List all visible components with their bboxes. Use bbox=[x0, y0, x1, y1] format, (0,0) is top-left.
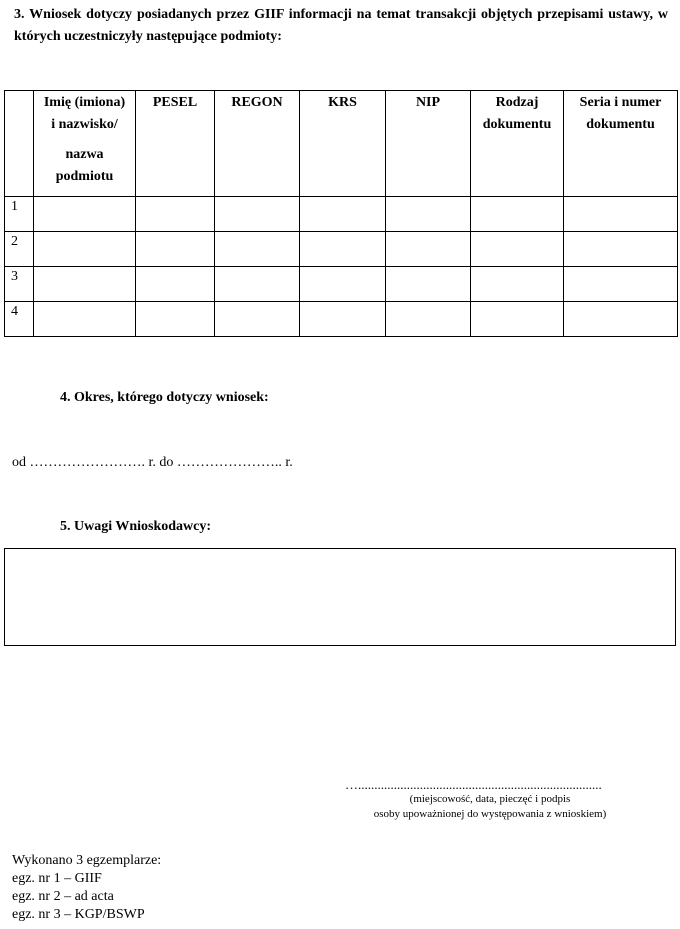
header-doc-series: Seria i numer dokumentu bbox=[564, 91, 678, 197]
copies-list bbox=[12, 852, 161, 924]
header-doc-type: Rodzaj dokumentu bbox=[471, 91, 564, 197]
cell-nip[interactable] bbox=[386, 267, 471, 302]
cell-nip[interactable] bbox=[386, 302, 471, 337]
cell-nip[interactable] bbox=[386, 232, 471, 267]
period-field[interactable]: od ……………………. r. do ………………….. r. bbox=[12, 455, 293, 470]
table-row bbox=[5, 232, 678, 267]
cell-doc-type[interactable] bbox=[471, 232, 564, 267]
cell-krs[interactable] bbox=[300, 232, 386, 267]
cell-regon[interactable] bbox=[215, 232, 300, 267]
section-5-heading: 5. Uwagi Wnioskodawcy: bbox=[60, 519, 212, 534]
table-row bbox=[5, 267, 678, 302]
header-regon: REGON bbox=[215, 91, 300, 197]
copy-item: egz. nr 1 – GIIF bbox=[12, 871, 102, 886]
cell-pesel[interactable] bbox=[136, 267, 215, 302]
cell-name[interactable] bbox=[34, 197, 136, 232]
cell-name[interactable] bbox=[34, 232, 136, 267]
cell-krs[interactable] bbox=[300, 267, 386, 302]
cell-regon[interactable] bbox=[215, 267, 300, 302]
cell-name[interactable] bbox=[34, 302, 136, 337]
row-number: 3 bbox=[5, 267, 34, 302]
cell-nip[interactable] bbox=[386, 197, 471, 232]
cell-krs[interactable] bbox=[300, 197, 386, 232]
section-3-number: 3. bbox=[14, 7, 25, 22]
copy-item: egz. nr 3 – KGP/BSWP bbox=[12, 907, 145, 922]
cell-regon[interactable] bbox=[215, 302, 300, 337]
section-3-heading bbox=[14, 4, 668, 48]
cell-doc-series[interactable] bbox=[564, 267, 678, 302]
row-number: 2 bbox=[5, 232, 34, 267]
header-pesel: PESEL bbox=[136, 91, 215, 197]
cell-pesel[interactable] bbox=[136, 197, 215, 232]
header-name: Imię (imiona) i nazwisko/ nazwa podmiotu bbox=[34, 91, 136, 197]
entities-table bbox=[4, 90, 678, 337]
section-3-text: Wniosek dotyczy posiadanych przez GIIF informacji na temat transakcji objętych przepisami ustawy, w których uczestniczyły następujące podmioty: bbox=[14, 7, 669, 44]
cell-regon[interactable] bbox=[215, 197, 300, 232]
signature-line[interactable]: …........................................................................... bbox=[345, 777, 602, 792]
table-row bbox=[5, 302, 678, 337]
cell-pesel[interactable] bbox=[136, 302, 215, 337]
copy-item: egz. nr 2 – ad acta bbox=[12, 889, 114, 904]
header-row-number bbox=[5, 91, 34, 197]
header-nip: NIP bbox=[386, 91, 471, 197]
header-krs: KRS bbox=[300, 91, 386, 197]
cell-doc-type[interactable] bbox=[471, 302, 564, 337]
signature-caption: (miejscowość, data, pieczęć i podpis bbox=[409, 793, 571, 805]
table-header-row bbox=[5, 91, 678, 197]
cell-doc-type[interactable] bbox=[471, 267, 564, 302]
cell-pesel[interactable] bbox=[136, 232, 215, 267]
signature-caption-2: osoby upoważnionej do występowania z wnioskiem) bbox=[373, 808, 607, 820]
row-number: 4 bbox=[5, 302, 34, 337]
row-number: 1 bbox=[5, 197, 34, 232]
cell-doc-series[interactable] bbox=[564, 302, 678, 337]
copies-title: Wykonano 3 egzemplarze: bbox=[12, 853, 162, 868]
cell-name[interactable] bbox=[34, 267, 136, 302]
cell-doc-series[interactable] bbox=[564, 232, 678, 267]
remarks-box[interactable] bbox=[4, 548, 676, 646]
cell-doc-type[interactable] bbox=[471, 197, 564, 232]
table-row bbox=[5, 197, 678, 232]
cell-doc-series[interactable] bbox=[564, 197, 678, 232]
section-4-heading: 4. Okres, którego dotyczy wniosek: bbox=[60, 390, 269, 405]
cell-krs[interactable] bbox=[300, 302, 386, 337]
